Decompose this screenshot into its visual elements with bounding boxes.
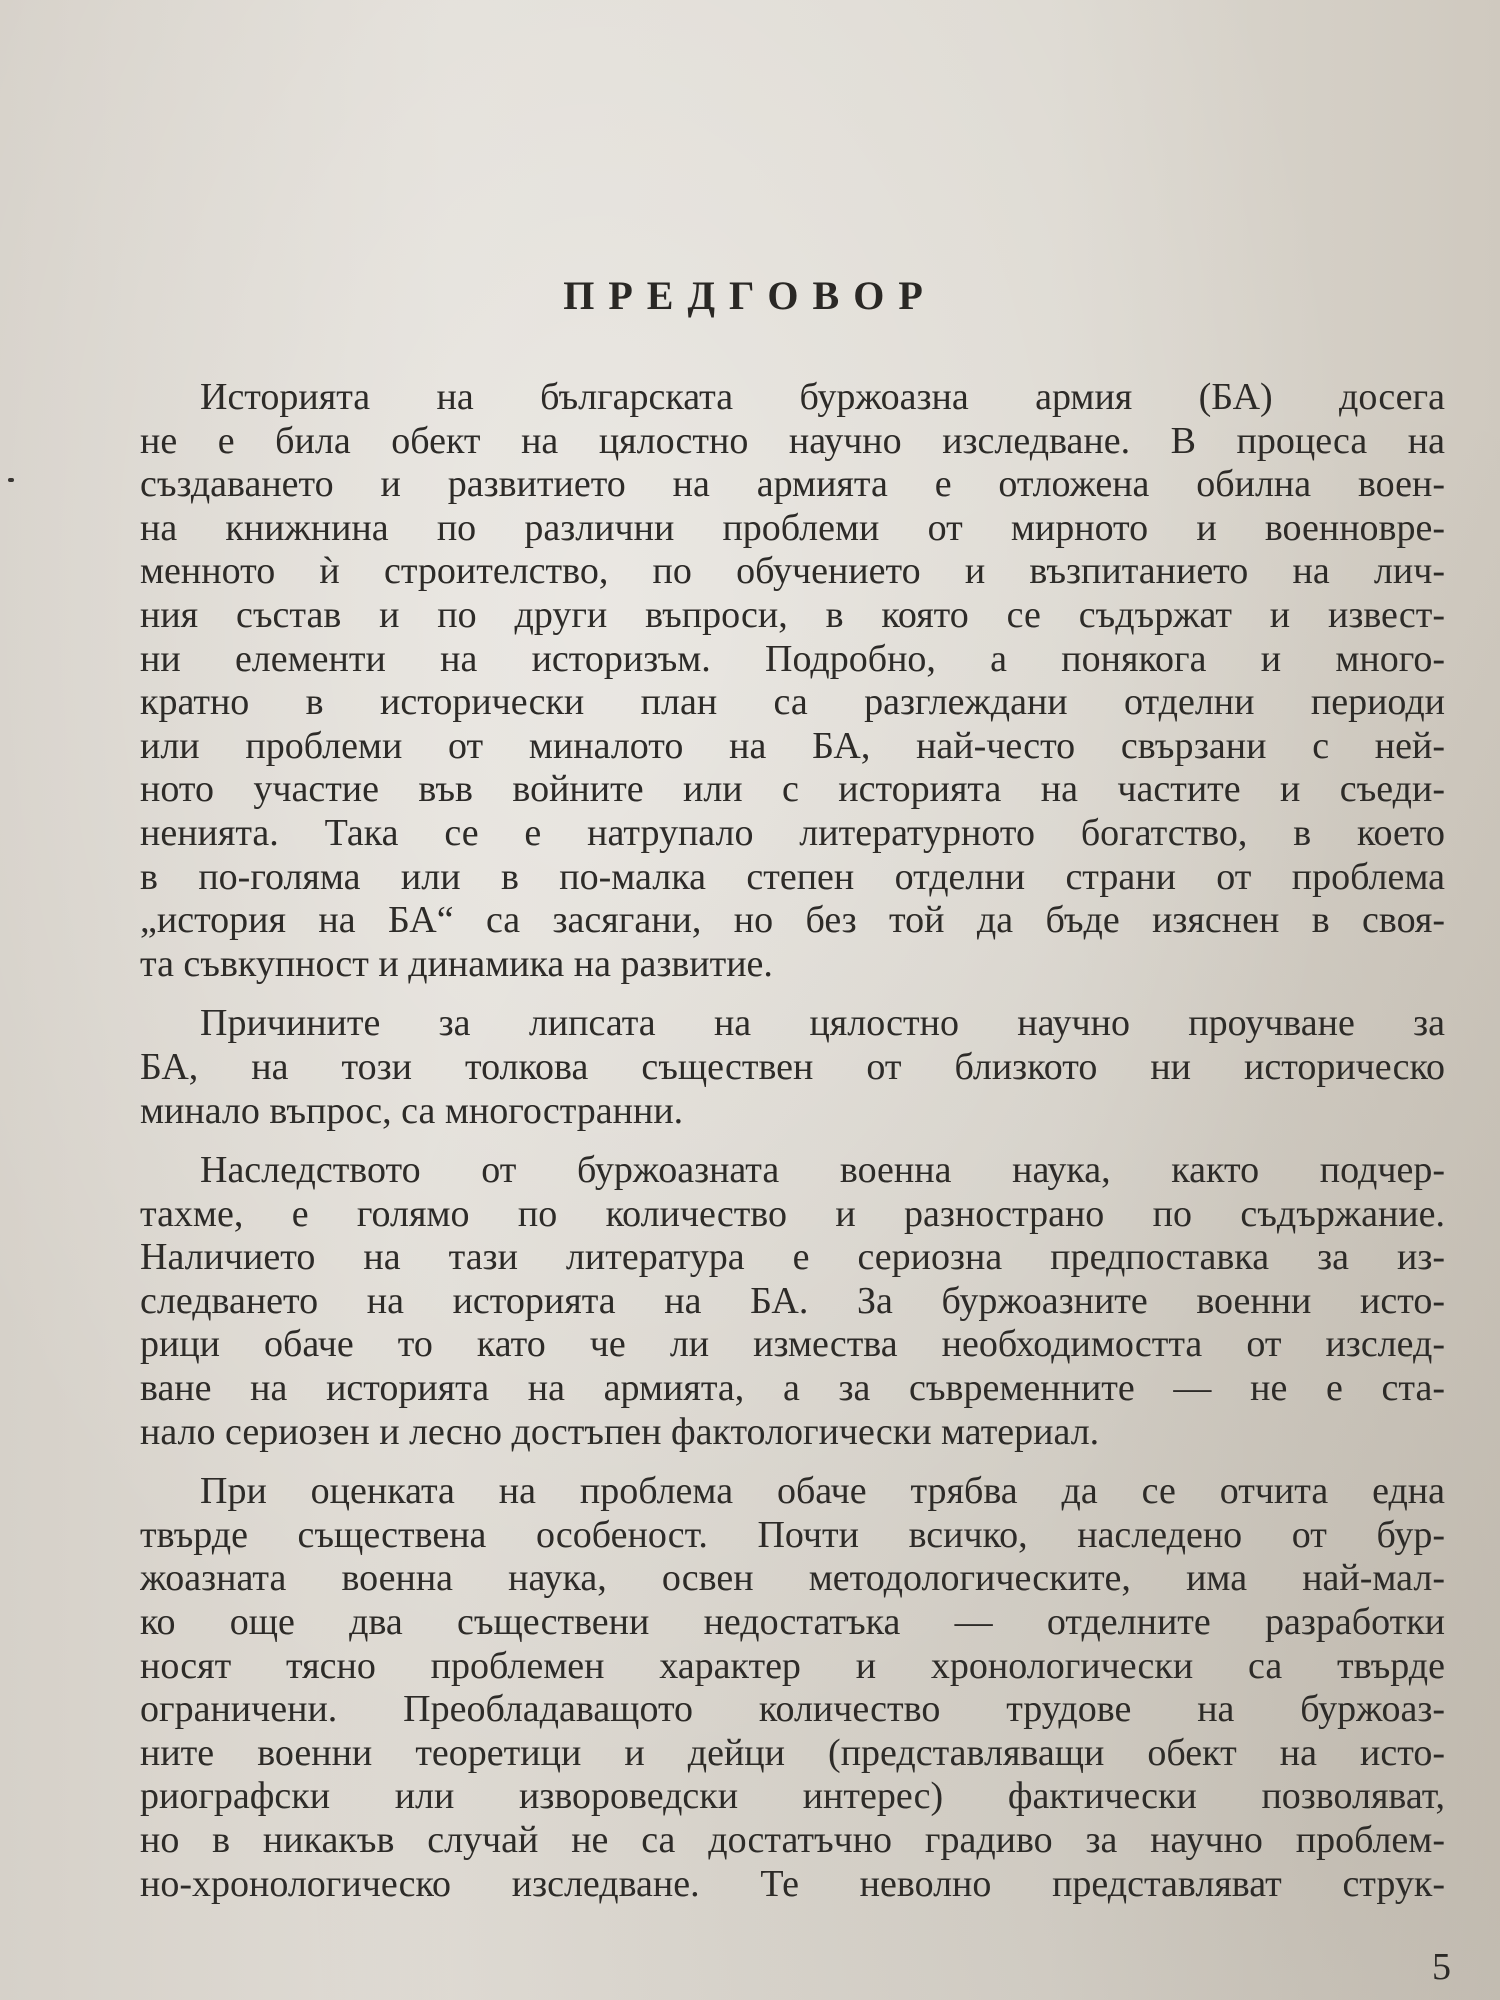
text-line: ните военни теоретици и дейци (представляващи обект на исто- [140,1731,1445,1774]
page-title: ПРЕДГОВОР [563,273,937,318]
text-line: ния състав и по други въпроси, в която се съдържат и извест- [140,593,1445,636]
text-line: минало въпрос, са многостранни. [140,1089,684,1132]
text-line: Наличието на тази литература е сериозна предпоставка за из- [140,1236,1445,1279]
text-line: менното ѝ строителство, по обучението и възпитанието на лич- [140,550,1445,593]
text-line: ното участие във войните или с историята на частите и съеди- [140,768,1445,811]
text-line: не е била обект на цялостно научно изследване. В процеса на [140,419,1445,462]
text-line: нало сериозен и лесно достъпен фактологически материал. [140,1410,1100,1453]
text-line: риографски или изворoведски интерес) фактически позволяват, [140,1775,1445,1818]
paragraph-2 [140,1002,1445,1133]
text-line: Наследството от буржоазната военна наука, както подчер- [200,1149,1445,1192]
text-line: в по-голяма или в по-малка степен отделни страни от проблема [140,855,1445,898]
text-line: ограничени. Преобладаващото количество трудове на буржоаз- [140,1688,1445,1731]
text-line: Причините за липсата на цялостно научно проучване за [200,1002,1445,1045]
text-line: „история на БА“ са засягани, но без той да бъде изяснен в своя- [140,899,1445,942]
text-line: твърде съществена особеност. Почти всичко, наследено от бур- [140,1513,1445,1556]
text-line: ни елементи на историзъм. Подробно, а понякога и много- [140,637,1445,680]
text-line: БА, на този толкова съществен от близкото ни историческо [140,1045,1445,1088]
text-line: ване на историята на армията, а за съвременните — не е ста- [140,1367,1445,1410]
text-line: ненията. Така се е натрупало литературното богатство, в което [140,811,1445,854]
text-line: ко още два съществени недостатъка — отделните разработки [140,1601,1445,1644]
text-line: та съвкупност и динамика на развитие. [140,942,773,985]
paragraph-3 [140,1149,1445,1454]
text-line: но-хронологическо изследване. Те неволно представляват струк- [140,1862,1445,1905]
margin-speck [8,478,14,482]
text-line: или проблеми от миналото на БА, най-често свързани с ней- [140,724,1445,767]
text-line: жоазната военна наука, освен методологическите, има най-мал- [140,1557,1445,1600]
paragraph-1 [140,376,1445,986]
text-line: създаването и развитието на армията е отложена обилна воен- [140,463,1445,506]
text-line: но в никакъв случай не са достатъчно градиво за научно проблем- [140,1819,1445,1861]
text-line: носят тясно проблемен характер и хронологически са твърде [140,1644,1445,1687]
text-line: При оценката на проблема обаче трябва да се отчита една [200,1470,1445,1513]
paragraph-4 [140,1470,1445,1906]
text-line: на книжнина по различни проблеми от мирното и военновре- [140,506,1445,549]
page-number: 5 [1432,1946,1451,1988]
text-line: рици обаче то като че ли измества необходимостта от изслед- [140,1323,1445,1366]
text-line: кратно в исторически план са разглеждани отделни периоди [140,681,1445,724]
text-line: тахме, е голямо по количество и разнострано по съдържание. [140,1192,1445,1235]
body-text [140,376,1445,1922]
text-line: следването на историята на БА. За буржоазните военни исто- [140,1279,1445,1322]
text-line: Историята на българската буржоазна армия (БА) досега [200,376,1445,418]
